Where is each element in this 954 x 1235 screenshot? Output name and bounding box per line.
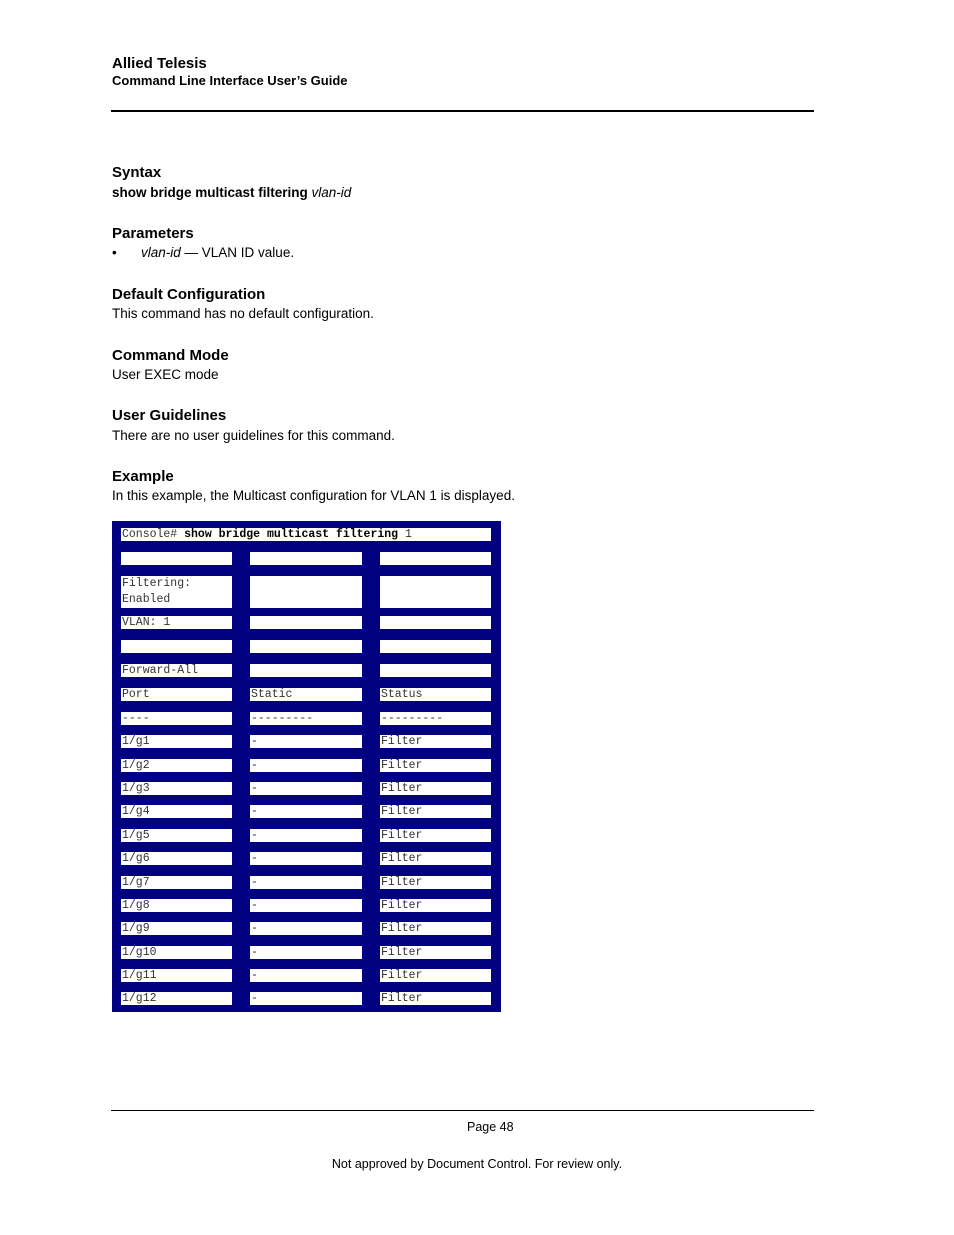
console-cell-r18-c2: Filter <box>380 992 491 1005</box>
console-cell-r15-c2: Filter <box>380 922 491 935</box>
console-cell-r18-c0: 1/g12 <box>121 992 232 1005</box>
default-config-text: This command has no default configuration. <box>112 306 374 321</box>
user-guidelines-heading: User Guidelines <box>112 407 227 424</box>
console-cell-r14-c0: 1/g8 <box>121 899 232 912</box>
company-name: Allied Telesis <box>112 55 207 72</box>
console-cell-r3-c2 <box>380 640 491 653</box>
console-cell-r0-c0 <box>121 552 232 565</box>
console-cell-r7-c0: 1/g1 <box>121 735 232 748</box>
console-prompt: Console# <box>122 528 185 541</box>
console-cell-r3-c0 <box>121 640 232 653</box>
console-command: show bridge multicast filtering <box>184 528 399 541</box>
syntax-heading: Syntax <box>112 164 162 181</box>
bullet-icon: • <box>112 245 117 260</box>
console-cell-r9-c0: 1/g3 <box>121 782 232 795</box>
console-cell-r11-c2: Filter <box>380 829 491 842</box>
console-cell-r5-c1: Static <box>250 688 362 701</box>
console-cell-r12-c1: - <box>250 852 362 865</box>
console-cell-r13-c0: 1/g7 <box>121 876 232 889</box>
console-cell-r9-c2: Filter <box>380 782 491 795</box>
console-cell-r8-c2: Filter <box>380 759 491 772</box>
console-cell-r7-c1: - <box>250 735 362 748</box>
command-mode-heading: Command Mode <box>112 347 229 364</box>
console-cell-r6-c1: --------- <box>250 712 362 725</box>
console-cell-r1-c0: Filtering: Enabled <box>121 576 232 608</box>
console-cell-r9-c1: - <box>250 782 362 795</box>
command-mode-text: User EXEC mode <box>112 367 219 382</box>
console-cell-r10-c0: 1/g4 <box>121 805 232 818</box>
param-desc: — VLAN ID value. <box>180 245 295 260</box>
parameter-item <box>141 245 294 260</box>
console-cell-r8-c1: - <box>250 759 362 772</box>
syntax-arg: vlan-id <box>311 185 352 200</box>
console-cell-r6-c0: ---- <box>121 712 232 725</box>
console-cell-r15-c1: - <box>250 922 362 935</box>
console-cell-r0-c1 <box>250 552 362 565</box>
console-cell-r1-c1 <box>250 576 362 608</box>
syntax-command: show bridge multicast filtering <box>112 185 308 200</box>
console-cell-r10-c2: Filter <box>380 805 491 818</box>
parameters-heading: Parameters <box>112 225 194 242</box>
user-guidelines-text: There are no user guidelines for this command. <box>112 428 395 443</box>
console-cell-r4-c2 <box>380 664 491 677</box>
console-cell-r12-c2: Filter <box>380 852 491 865</box>
console-cell-r17-c0: 1/g11 <box>121 969 232 982</box>
console-cell-r3-c1 <box>250 640 362 653</box>
console-arg: 1 <box>398 528 412 541</box>
console-cell-r1-c2 <box>380 576 491 608</box>
console-cell-r12-c0: 1/g6 <box>121 852 232 865</box>
console-cell-r18-c1: - <box>250 992 362 1005</box>
console-cell-r16-c0: 1/g10 <box>121 946 232 959</box>
console-cell-r17-c1: - <box>250 969 362 982</box>
console-cell-r2-c0: VLAN: 1 <box>121 616 232 629</box>
console-cell-r11-c1: - <box>250 829 362 842</box>
console-cell-r2-c1 <box>250 616 362 629</box>
console-cell-r13-c1: - <box>250 876 362 889</box>
console-cell-r14-c1: - <box>250 899 362 912</box>
example-heading: Example <box>112 468 174 485</box>
console-cell-r8-c0: 1/g2 <box>121 759 232 772</box>
page-number: Page 48 <box>467 1120 514 1134</box>
footer-divider <box>111 1110 814 1111</box>
console-cell-r13-c2: Filter <box>380 876 491 889</box>
console-command-line <box>121 528 491 541</box>
default-config-heading: Default Configuration <box>112 286 266 303</box>
console-cell-r2-c2 <box>380 616 491 629</box>
console-cell-r0-c2 <box>380 552 491 565</box>
console-cell-r5-c2: Status <box>380 688 491 701</box>
console-output <box>112 521 501 1012</box>
console-cell-r10-c1: - <box>250 805 362 818</box>
example-text: In this example, the Multicast configuration for VLAN 1 is displayed. <box>112 488 515 503</box>
console-cell-r15-c0: 1/g9 <box>121 922 232 935</box>
console-cell-r17-c2: Filter <box>380 969 491 982</box>
console-cell-r4-c1 <box>250 664 362 677</box>
header-divider <box>111 110 814 112</box>
console-cell-r11-c0: 1/g5 <box>121 829 232 842</box>
console-cell-r14-c2: Filter <box>380 899 491 912</box>
review-notice: Not approved by Document Control. For review only. <box>331 1157 623 1171</box>
console-cell-r6-c2: --------- <box>380 712 491 725</box>
guide-title: Command Line Interface User’s Guide <box>112 73 348 88</box>
syntax-line <box>112 185 351 200</box>
console-cell-r5-c0: Port <box>121 688 232 701</box>
console-cell-r7-c2: Filter <box>380 735 491 748</box>
param-name: vlan-id <box>141 245 181 260</box>
console-cell-r4-c0: Forward-All <box>121 664 232 677</box>
console-cell-r16-c2: Filter <box>380 946 491 959</box>
console-cell-r16-c1: - <box>250 946 362 959</box>
